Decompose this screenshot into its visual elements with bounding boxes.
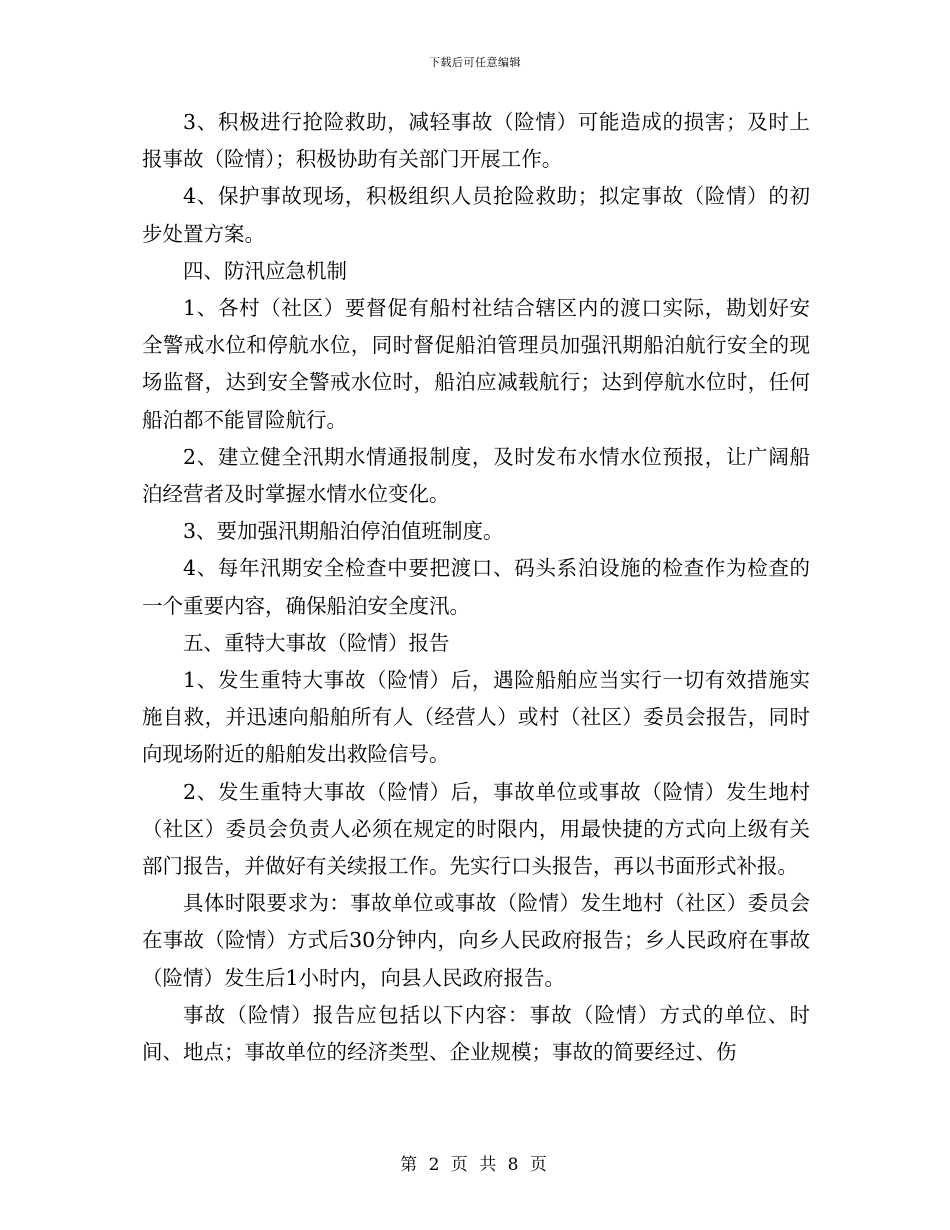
paragraph-7: 1、发生重特大事故（险情）后，遇险船舶应当实行一切有效措施实施自救，并迅速向船舶所有人（经营人）或村（社区）委员会报告，同时向现场附近的船舶发出救险信号。 [142, 668, 810, 767]
section-heading-5: 五、重特大事故（险情）报告 [183, 630, 450, 655]
paragraph-2: 4、保护事故现场，积极组织人员抢险救助；拟定事故（险情）的初步处置方案。 [142, 184, 810, 246]
page-number: 第 2 页 共 8 页 [400, 1155, 550, 1175]
document-body [142, 104, 810, 1071]
paragraph-8: 2、发生重特大事故（险情）后，事故单位或事故（险情）发生地村（社区）委员会负责人必须在规定的时限内，用最快捷的方式向上级有关部门报告，并做好有关续报工作。先实行口头报告，再以书面形式补报。 [142, 779, 810, 879]
paragraph-4: 2、建立健全汛期水情通报制度，及时发布水情水位预报，让广阔船泊经营者及时掌握水情水位变化。 [142, 444, 810, 507]
paragraph-10: 事故（险情）报告应包括以下内容：事故（险情）方式的单位、时间、地点；事故单位的经济类型、企业规模；事故的简要经过、伤 [142, 1002, 810, 1065]
paragraph-6: 4、每年汛期安全检查中要把渡口、码头系泊设施的检查作为检查的一个重要内容，确保船泊安全度汛。 [142, 556, 810, 618]
page-header: 下载后可任意编辑 [429, 56, 521, 69]
paragraph-3: 1、各村（社区）要督促有船村社结合辖区内的渡口实际，勘划好安全警戒水位和停航水位，同时督促船泊管理员加强汛期船泊航行安全的现场监督，达到安全警戒水位时，船泊应减载航行；达到停航水位时，任何船泊都不能冒险航行。 [142, 296, 810, 432]
paragraph-1: 3、积极进行抢险救助，减轻事故（险情）可能造成的损害；及时上报事故（险情）；积极协助有关部门开展工作。 [142, 110, 810, 172]
paragraph-5: 3、要加强汛期船泊停泊值班制度。 [183, 519, 504, 544]
paragraph-9: 具体时限要求为：事故单位或事故（险情）发生地村（社区）委员会在事故（险情）方式后30分钟内，向乡人民政府报告；乡人民政府在事故（险情）发生后1小时内，向县人民政府报告。 [142, 891, 810, 990]
section-heading-4: 四、防汛应急机制 [183, 258, 347, 283]
